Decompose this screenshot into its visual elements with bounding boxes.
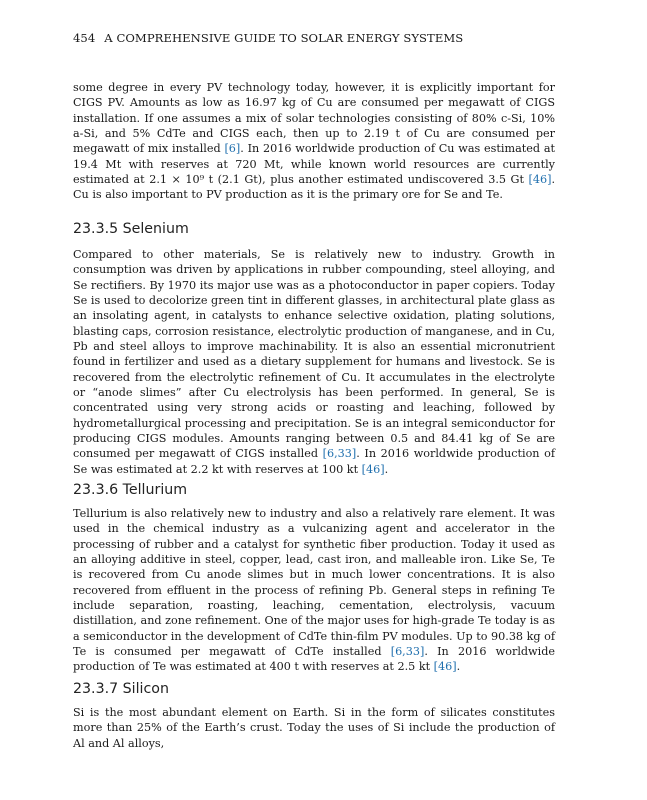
citation-link[interactable]: [6,33] — [390, 645, 425, 659]
citation-link[interactable]: [46] — [361, 462, 385, 476]
intro-text-1: some degree in every PV technology today, however, it is explicitly important for CIGS PV. Amounts as low as 16.97 kg of Cu are consumed per megawatt of CIGS installation. If one assumes a mix of solar technologies consisting of 80% c-Si, 10% a-Si, and 5% CdTe and CIGS each, then up to 2.19 t of Cu are consumed per megawatt of mix installed — [73, 81, 555, 156]
citation-link[interactable]: [6] — [224, 142, 241, 156]
selenium-text-2: . In 2016 worldwide production of Se was estimated at 2.2 kt with reserves at 100 kt — [73, 447, 555, 476]
section-heading-selenium: 23.3.5 Selenium — [73, 221, 189, 237]
selenium-text-3: . — [384, 462, 389, 476]
silicon-paragraph — [73, 705, 555, 751]
citation-link[interactable]: [46] — [528, 173, 552, 187]
silicon-text-1: Si is the most abundant element on Earth. Si in the form of silicates constitutes more than 25% of the Earth’s crust. Today the uses of Si include the production of Al and Al alloys, — [73, 706, 555, 750]
selenium-paragraph — [73, 247, 555, 477]
section-heading-tellurium: 23.3.6 Tellurium — [73, 482, 188, 498]
intro-paragraph — [73, 80, 555, 203]
page-number: 454 — [73, 31, 96, 45]
section-heading-silicon: 23.3.7 Silicon — [73, 681, 169, 697]
tellurium-text-3: . — [456, 660, 461, 674]
intro-text-2: . In 2016 worldwide production of Cu was estimated at 19.4 Mt with reserves at 720 Mt, while known world resources are currently estimated at 2.1 × 10⁹ t (2.1 Gt), plus another estimated undiscovered 3.5 Gt — [73, 142, 556, 187]
tellurium-paragraph — [73, 506, 555, 675]
citation-link[interactable]: [46] — [433, 660, 457, 674]
selenium-text-1: Compared to other materials, Se is relatively new to industry. Growth in consumption was driven by applications in rubber compounding, steel alloying, and Se rectifiers. By 1970 its major use was as a photoconductor in paper copiers. Today Se is used to decolorize green tint in different glasses, in architectural plate glass as an insolating agent, in catalysts to enhance selective oxidation, plating solutions, blasting caps, corrosion resistance, electrolytic production of manganese, and in Cu, Pb and steel alloys to improve machinability. It is also an essential micronutrient found in fertilizer and used as a dietary supplement for humans and livestock. Se is recovered from the electrolytic refinement of Cu. It accumulates in the electrolyte or “anode slimes” after Cu electrolysis has been performed. In general, Se is concentrated using very strong acids or roasting and leaching, followed by hydrometallurgical processing and precipitation. Se is an integral semiconductor for producing CIGS modules. Amounts ranging between 0.5 and 84.41 kg of Se are consumed per megawatt of CIGS installed — [73, 248, 555, 461]
book-title: A COMPREHENSIVE GUIDE TO SOLAR ENERGY SYSTEMS — [104, 31, 464, 45]
tellurium-text-1: Tellurium is also relatively new to industry and also a relatively rare element. It was used in the chemical industry as a vulcanizing agent and accelerator in the processing of rubber and a catalyst for synthetic fiber production. Today it used as an alloying additive in steel, copper, lead, cast iron, and malleable iron. Like Se, Te is recovered from Cu anode slimes but in much lower concentrations. It is also recovered from effluent in the process of refining Pb. General steps in refining Te include separation, roasting, leaching, cementation, electrolysis, vacuum distillation, and zone refinement. One of the major uses for high-grade Te today is as a semiconductor in the development of CdTe thin-film PV modules. Up to 90.38 kg of Te is consumed per megawatt of CdTe installed — [73, 507, 555, 659]
intro-text-3: . Cu is also important to PV production as it is the primary ore for Se and Te. — [73, 173, 555, 202]
tellurium-text-2: . In 2016 worldwide production of Te was estimated at 400 t with reserves at 2.5 kt — [73, 645, 555, 674]
running-header — [73, 31, 463, 45]
citation-link[interactable]: [6,33] — [322, 447, 357, 461]
